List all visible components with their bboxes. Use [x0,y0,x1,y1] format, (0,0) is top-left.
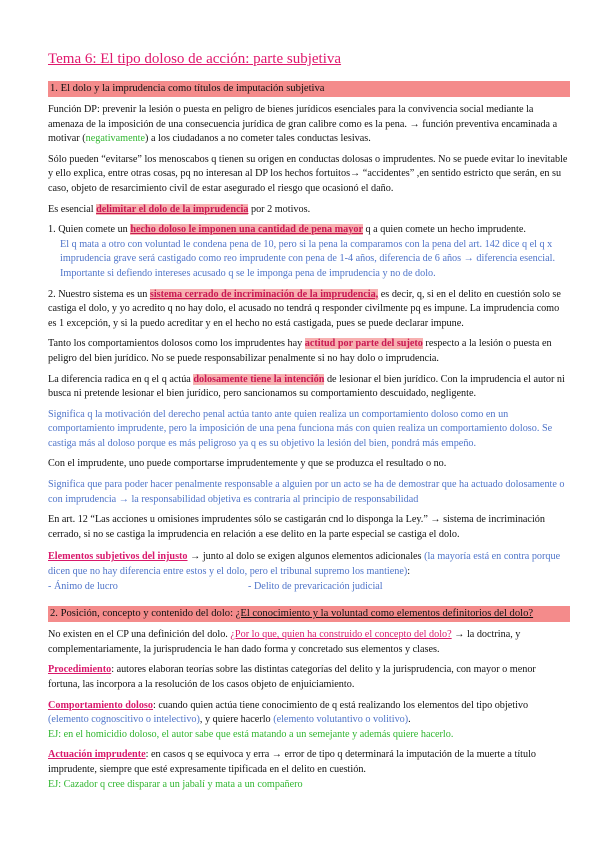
section-heading-1: 1. El dolo y la imprudencia como títulos de imputación subjetiva [48,81,570,97]
paragraph-comportamiento-doloso [48,699,570,743]
paragraph-evitar: Sólo pueden “evitarse” los menoscabos q tienen su origen en conductas dolosas o imprudentes. No se puede evitar lo inevitable y ello explica, entre otras cosas, pq no interesan al DP los hechos fortuitos→ “accidentes” ,en sentido estricto que serán, en su caso, objeto de resarcimiento civil de estar asegurado el riesgo que ocasionó el daño. [48,153,568,194]
paragraph-definicion [48,628,570,657]
paragraph-significa-1: Significa q la motivación del derecho penal actúa tanto ante quien realiza un comportamiento doloso como en un comportamiento imprudente, pero la imposición de una pena funciona más con quien realiza un comportamiento doloso. Se castiga más al doloso porque es más peligroso ya q es su objetivo la lesión del bien, pondrá más empeño. [48,408,553,449]
note-green: negativamente [85,133,146,145]
text-underlined: ¿El conocimiento y la voluntad como elementos definitorios del dolo? [235,608,534,620]
text: de lesionar el bien jurídico. Con la imprudencia el autor ni busca ni pretende lesionar el bien jurídico, pero sancionamos su comportamiento descuidado, negligente. [48,373,565,400]
text: . [408,714,411,726]
section-heading-2 [48,606,570,622]
paragraph-function-dp [48,103,570,147]
term-pink: Elementos subjetivos del injusto [48,551,188,563]
text: → junto al dolo se exigen algunos elementos adicionales [187,551,425,563]
text: 2. Posición, concepto y contenido del dolo: [50,608,236,620]
highlight: delimitar el dolo de la imprudencia [96,203,249,215]
paragraph-motivo-1 [48,223,570,281]
paragraph-art12: En art. 12 “Las acciones u omisiones imprudentes sólo se castigarán cnd lo disponga la Ley.” → sistema de incriminación cerrado, si no se castiga la imprudencia en relación a ese delito en la parte especial se castiga el dolo. [48,514,545,540]
highlight: sistema cerrado de incriminación de la imprudencia, [149,288,379,300]
text: 1. Quien comete un [48,224,131,236]
term-pink: Comportamiento doloso [48,699,153,711]
example-blue: El q mata a otro con voluntad le condena pena de 10, pero si la pena la comparamos con la pena del art. 142 dice q el q x imprudencia grave será castigado como reo imprudente con pena de 1-4 años, diferencia de 6 años → diferencia esencial. Importante si defiendo intereses acusado q se le imponga pena de imprudencia y no de dolo. [60,238,556,279]
example-green: EJ: en el homicidio doloso, el autor sabe que está matando a un semejante y además quiere hacerlo. [48,728,454,740]
elements-list [48,580,570,595]
text: : autores elaboran teorías sobre las distintas categorías del delito y la jurisprudencia, con mayor o menor fortuna, las incorpora a la resolución de los casos objeto de enjuiciamiento. [48,664,536,690]
paragraph-actuacion-imprudente [48,748,570,792]
paragraph-esencial [48,203,570,218]
text: No existen en el CP una definición del dolo. [48,629,231,641]
text: es decir, q, si en el delito en cuestión solo se castiga el dolo, y yo acredito q no hay dolo, el acusado no tendrá q responder civilmente pq es impune. La imprudencia como es 1 excepción, y si la puedo acreditar y en el hecho no está castigada, pues se puede declarar impune. [48,288,561,329]
highlight: hecho doloso le imponen una cantidad de pena mayor [130,224,363,236]
text: 2. Nuestro sistema es un [48,288,150,300]
paragraph-diferencia [48,373,570,402]
paragraph-elementos-subjetivos [48,550,570,579]
text: : [407,566,411,578]
text: Es esencial [48,203,97,215]
list-item: - Ánimo de lucro [48,580,118,592]
page-title: Tema 6: El tipo doloso de acción: parte subjetiva [48,51,342,67]
text: por 2 motivos. [248,203,311,215]
text: : en casos q se equivoca y erra → error de tipo q determinará la imputación de la muerte a título imprudente, siempre que esté expresamente tipificada en el delito en cuestión. [48,749,537,775]
text: Tanto los comportamientos dolosos como los imprudentes hay [48,338,305,350]
text: , y quiere hacerlo [199,714,274,726]
text: q a quien comete un hecho imprudente. [362,224,526,236]
question-pink: ¿Por lo que, quien ha construido el concepto del dolo? [230,629,452,641]
list-item: - Delito de prevaricación judicial [248,580,383,592]
paragraph-imprudente: Con el imprudente, uno puede comportarse imprudentemente y que se produzca el resultado o no. [48,458,447,470]
example-green: EJ: Cazador q cree disparar a un jabalí y mata a un compañero [48,778,303,790]
term-pink: Procedimiento [48,664,112,676]
paragraph-actitud [48,337,570,366]
text: : cuando quien actúa tiene conocimiento de q está realizando los elementos del tipo objetivo [152,699,529,711]
note-blue: (la mayoría está en contra porque dicen que no hay diferencia entre estos y el dolo, pero el tribunal supremo los mantiene) [48,551,561,578]
text: respecto a la lesión o puesta en peligro del bien jurídico. No se puede responsabilizar penalmente si no hay dolo o imprudencia. [48,338,552,364]
text: ) a los ciudadanos a no cometer tales conductas lesivas. [145,133,371,145]
note-blue: (elemento cognoscitivo o intelectivo) [48,714,200,726]
paragraph-procedimiento [48,663,570,692]
text: → la doctrina, y complementariamente, la jurisprudencia le han dado forma y concretado sus elementos y clases. [48,629,521,655]
paragraph-motivo-2 [48,288,570,332]
note-blue: (elemento volutantivo o volitivo) [273,714,409,726]
text: La diferencia radica en q el q actúa [48,373,194,385]
term-pink: Actuación imprudente [48,749,146,761]
highlight: actitud por parte del sujeto [304,338,423,350]
text: Función DP: prevenir la lesión o puesta en peligro de bienes jurídicos esenciales para la convivencia social mediante la amenaza de la imposición de una consecuencia jurídica de gran calibre como es la pena. → función preventiva encaminada a motivar ( [48,104,558,145]
paragraph-significa-2: Significa que para poder hacer penalmente responsable a alguien por un acto se ha de demostrar que ha actuado dolosamente o con imprudencia → la responsabilidad objetiva es contraria al principio de responsabilidad [48,479,565,505]
highlight: dolosamente tiene la intención [193,373,325,385]
